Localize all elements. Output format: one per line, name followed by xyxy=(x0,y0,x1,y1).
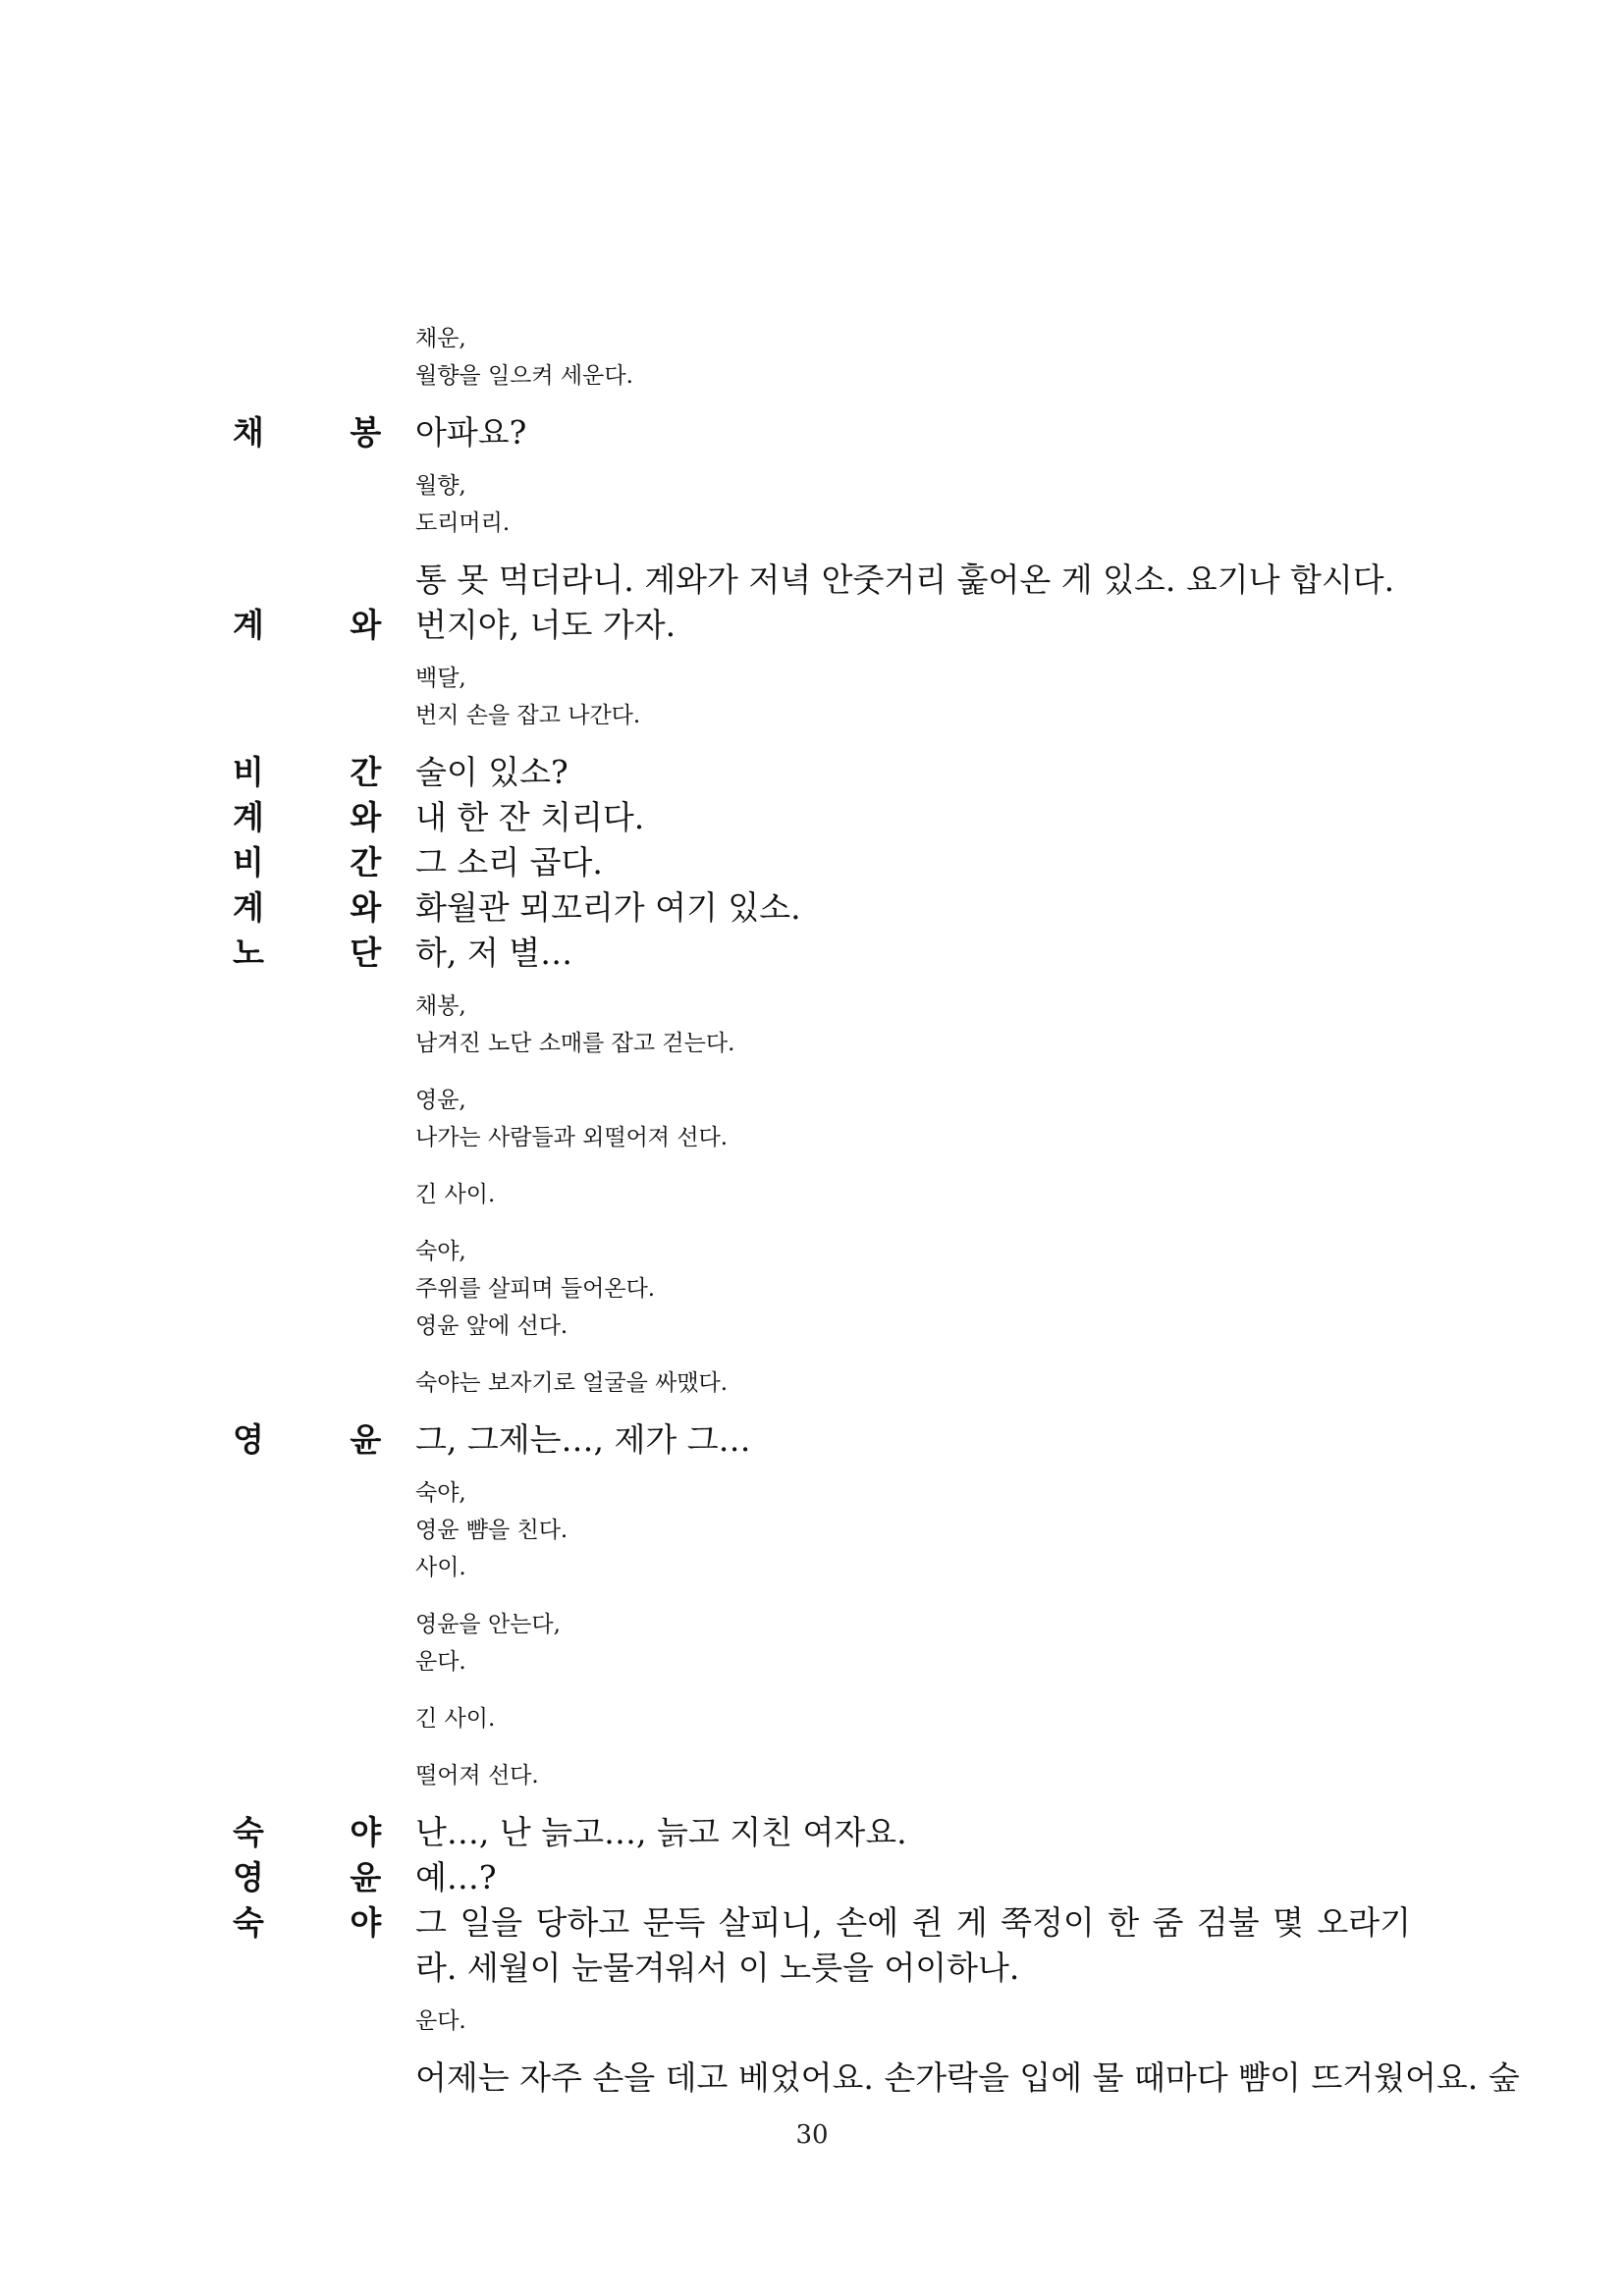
direction-line: 영윤, xyxy=(415,1088,466,1113)
dialogue-line xyxy=(233,1417,1411,1463)
stage-direction xyxy=(415,1474,1411,1586)
stage-direction xyxy=(415,1757,1411,1794)
stage-direction xyxy=(415,1176,1411,1213)
dialogue-text: 내 한 잔 치리다. xyxy=(415,798,645,836)
dialogue-text: 그 일을 당하고 문득 살피니, 손에 쥔 게 쭉정이 한 줌 검불 몇 오라기라. 세월이 눈물겨워서 이 노릇을 어이하나. xyxy=(415,1903,1411,1987)
dialogue-text: 하, 저 별… xyxy=(415,934,573,972)
dialogue-continuation: 어제는 자주 손을 데고 베었어요. 손가락을 입에 물 때마다 뺨이 뜨거웠어요. 숲 xyxy=(415,2058,1520,2097)
direction-line: 월향, xyxy=(415,473,466,499)
speaker-name: 비 간 xyxy=(233,843,419,881)
speaker-name: 숙 야 xyxy=(233,1813,419,1851)
speaker-name: 노 단 xyxy=(233,934,419,972)
dialogue-line xyxy=(233,1900,1411,1991)
direction-line: 숙야는 보자기로 얼굴을 싸맸다. xyxy=(415,1370,729,1396)
dialogue-text: 술이 있소? xyxy=(415,753,568,791)
stage-direction xyxy=(415,1700,1411,1737)
direction-line: 영윤 앞에 선다. xyxy=(415,1313,568,1339)
stage-direction xyxy=(415,467,1411,542)
direction-line: 숙야, xyxy=(415,1480,466,1506)
speaker-name: 숙 야 xyxy=(233,1903,419,1942)
direction-line: 번지 손을 잡고 나간다. xyxy=(415,703,641,728)
stage-direction xyxy=(415,660,1411,734)
stage-direction xyxy=(415,1233,1411,1345)
dialogue-text: 그 소리 곱다. xyxy=(415,843,603,881)
direction-line: 긴 사이. xyxy=(415,1706,496,1732)
dialogue-line xyxy=(233,603,1411,648)
dialogue-line xyxy=(233,1810,1411,1855)
speaker-name: 영 윤 xyxy=(233,1420,419,1459)
stage-direction xyxy=(415,1082,1411,1156)
direction-line: 월향을 일으켜 세운다. xyxy=(415,363,633,389)
dialogue-line xyxy=(233,840,1411,885)
speaker-name: 계 와 xyxy=(233,798,419,836)
direction-line: 영윤을 안는다, xyxy=(415,1612,561,1637)
dialogue-line xyxy=(233,410,1411,455)
direction-line: 숙야, xyxy=(415,1239,466,1264)
dialogue-text: 번지야, 너도 가자. xyxy=(415,606,677,644)
direction-line: 백달, xyxy=(415,666,466,691)
page-number: 30 xyxy=(795,2120,829,2150)
dialogue-continuation: 통 못 먹더라니. 계와가 저녁 안줏거리 훑어온 게 있소. 요기나 합시다. xyxy=(415,561,1395,599)
direction-line: 나가는 사람들과 외떨어져 선다. xyxy=(415,1125,729,1150)
direction-line: 도리머리. xyxy=(415,510,511,536)
speaker-name: 채 봉 xyxy=(233,413,419,452)
stage-direction xyxy=(415,988,1411,1062)
dialogue-text: 예…? xyxy=(415,1858,497,1896)
dialogue-text: 난…, 난 늙고…, 늙고 지친 여자요. xyxy=(415,1813,907,1851)
dialogue-line xyxy=(233,795,1411,840)
direction-line: 채봉, xyxy=(415,993,466,1019)
direction-line: 채운, xyxy=(415,326,466,351)
direction-line: 주위를 살피며 들어온다. xyxy=(415,1276,656,1302)
dialogue-text: 아파요? xyxy=(415,413,527,452)
dialogue-line xyxy=(233,750,1411,795)
dialogue-line xyxy=(233,1855,1411,1900)
dialogue-line xyxy=(233,931,1411,976)
direction-line: 운다. xyxy=(415,2008,466,2034)
direction-line: 영윤 뺨을 친다. xyxy=(415,1518,568,1543)
stage-direction xyxy=(415,320,1411,395)
speaker-name: 계 와 xyxy=(233,606,419,644)
direction-line: 떨어져 선다. xyxy=(415,1763,539,1789)
stage-direction xyxy=(415,2002,1411,2040)
dialogue-line xyxy=(233,885,1411,931)
direction-line: 남겨진 노단 소매를 잡고 걷는다. xyxy=(415,1031,735,1056)
speaker-name: 비 간 xyxy=(233,753,419,791)
dialogue-text: 화월관 뫼꼬리가 여기 있소. xyxy=(415,888,801,927)
dialogue-text: 그, 그제는…, 제가 그… xyxy=(415,1420,751,1459)
speaker-name: 계 와 xyxy=(233,888,419,927)
stage-direction xyxy=(415,1606,1411,1681)
direction-line: 긴 사이. xyxy=(415,1182,496,1207)
stage-direction xyxy=(415,1364,1411,1402)
direction-line: 사이. xyxy=(415,1555,466,1580)
direction-line: 운다. xyxy=(415,1649,466,1675)
speaker-name: 영 윤 xyxy=(233,1858,419,1896)
script-body xyxy=(233,320,1520,2101)
